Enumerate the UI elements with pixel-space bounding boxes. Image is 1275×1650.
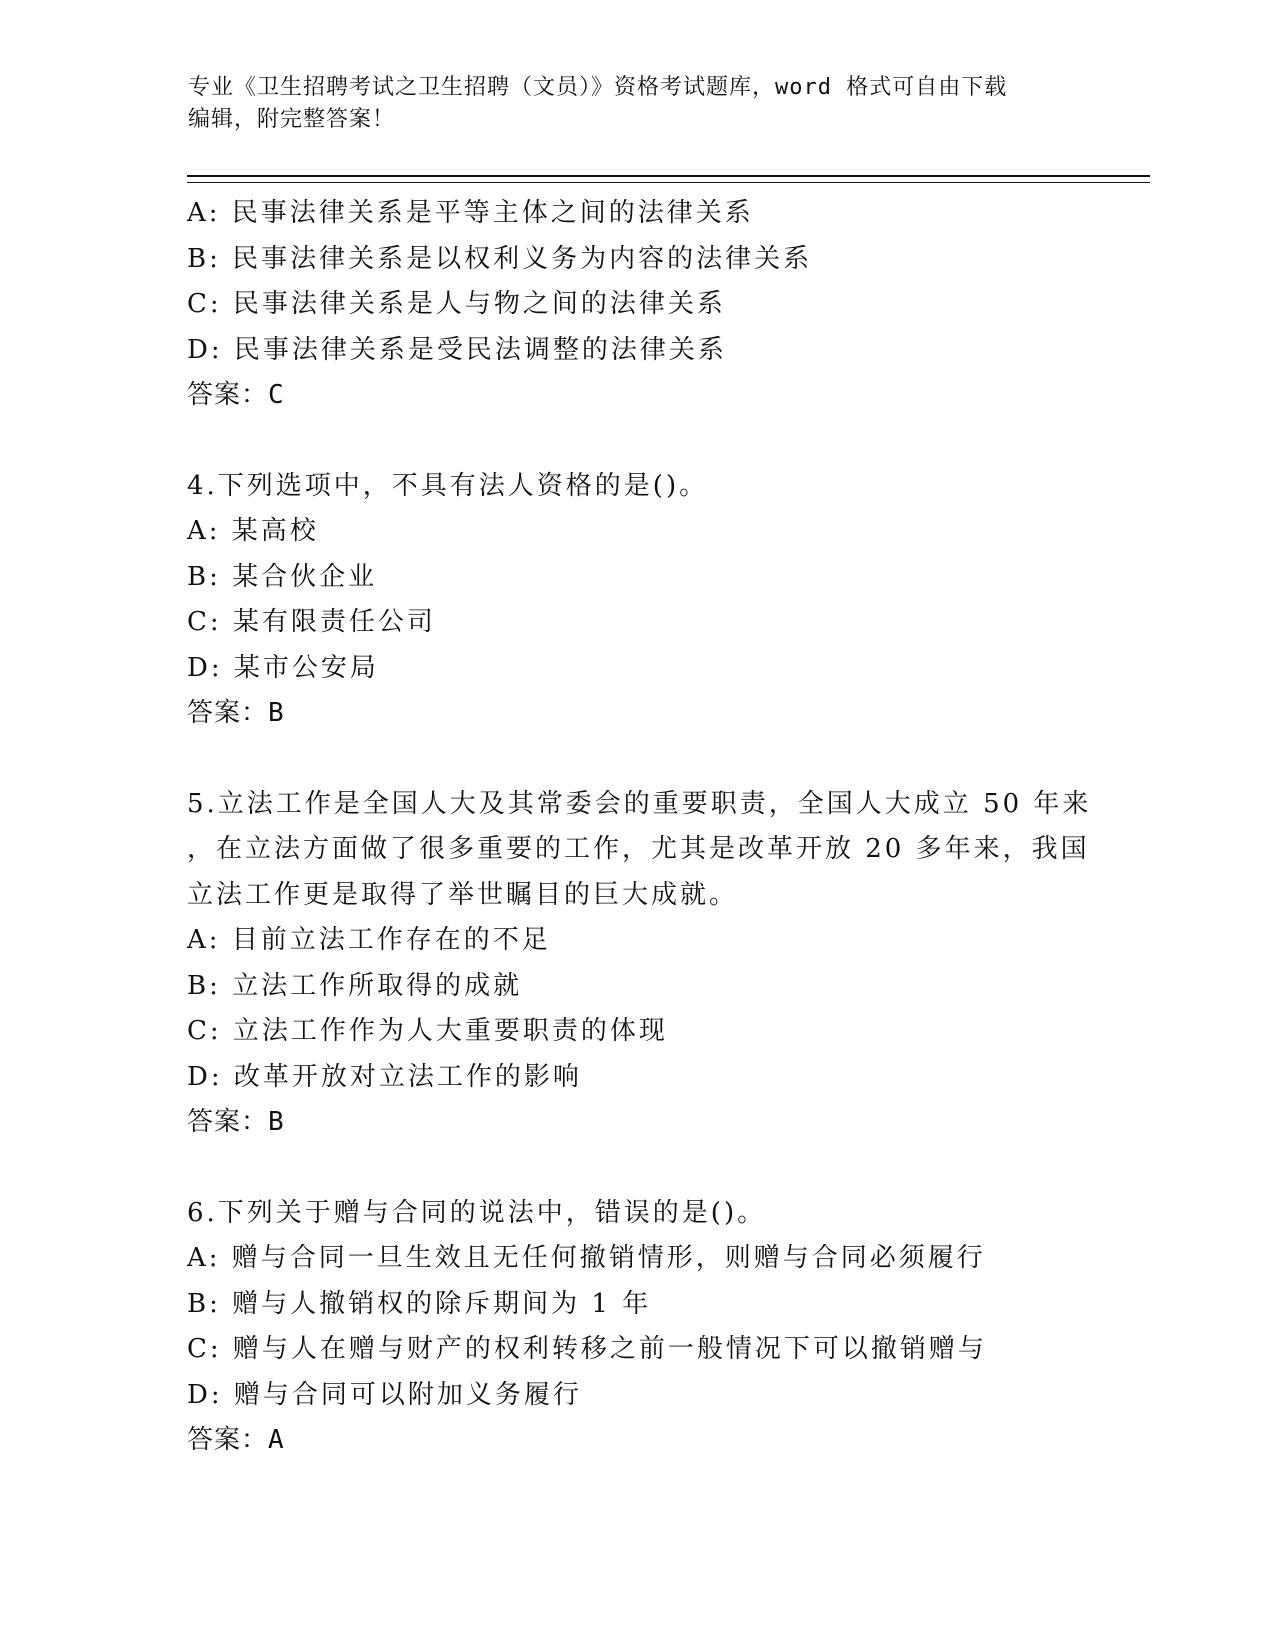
- option-b: B: 立法工作所取得的成就: [187, 970, 523, 1001]
- spacer: [187, 737, 1087, 782]
- option-d: D: 赠与合同可以附加义务履行: [187, 1379, 582, 1410]
- answer-label: 答案：: [187, 380, 269, 410]
- option-a: A: 民事法律关系是平等主体之间的法律关系: [187, 198, 754, 228]
- option-c: C: 立法工作作为人大重要职责的体现: [187, 1016, 668, 1046]
- header-rule-thick: [187, 175, 1150, 177]
- header-line-2: 编辑，附完整答案！: [188, 107, 396, 132]
- answer-line: [187, 373, 1087, 419]
- question-3: [187, 191, 1087, 419]
- answer-label: 答案：: [187, 698, 269, 728]
- option-b: B: 民事法律关系是以权利义务为内容的法律关系: [187, 243, 813, 274]
- answer-value: B: [268, 1107, 285, 1137]
- option-c: C: 赠与人在赠与财产的权利转移之前一般情况下可以撤销赠与: [187, 1334, 987, 1364]
- option-a: A: 某高校: [187, 516, 319, 546]
- option-a: A: 赠与合同一旦生效且无任何撤销情形，则赠与合同必须履行: [187, 1243, 986, 1273]
- option-d: D: 某市公安局: [187, 652, 379, 683]
- spacer: [187, 1146, 1087, 1191]
- answer-label: 答案：: [187, 1425, 269, 1455]
- answer-value: C: [268, 380, 285, 410]
- answer-line: [187, 1100, 1087, 1146]
- option-d: D: 改革开放对立法工作的影响: [187, 1061, 582, 1092]
- question-stem: 4.下列选项中，不具有法人资格的是()。: [187, 470, 709, 501]
- question-6: [187, 1191, 1087, 1464]
- question-stem-line-3: 立法工作更是取得了举世瞩目的巨大成就。: [187, 879, 739, 910]
- answer-value: A: [268, 1425, 285, 1455]
- answer-line: [187, 1418, 1087, 1464]
- header-rule-thin: [187, 182, 1150, 183]
- option-c: C: 民事法律关系是人与物之间的法律关系: [187, 289, 726, 319]
- question-stem-line-1: 5.立法工作是全国人大及其常委会的重要职责，全国人大成立 50 年来: [187, 788, 1092, 819]
- answer-label: 答案：: [187, 1107, 269, 1137]
- option-c: C: 某有限责任公司: [187, 607, 436, 637]
- option-d: D: 民事法律关系是受民法调整的法律关系: [187, 334, 727, 365]
- option-b: B: 赠与人撤销权的除斥期间为 1 年: [187, 1288, 652, 1319]
- option-a: A: 目前立法工作存在的不足: [187, 925, 551, 955]
- document-header: [188, 72, 1088, 136]
- question-stem: 6.下列关于赠与合同的说法中，错误的是()。: [187, 1197, 767, 1228]
- question-stem-line-2: ，在立法方面做了很多重要的工作，尤其是改革开放 20 多年来，我国: [187, 834, 1090, 864]
- option-b: B: 某合伙企业: [187, 561, 378, 592]
- answer-value: B: [268, 698, 285, 728]
- answer-line: [187, 691, 1087, 737]
- question-list: [187, 191, 1092, 1464]
- question-4: [187, 464, 1087, 737]
- spacer: [187, 419, 1087, 464]
- question-5: [187, 782, 1092, 1146]
- header-line-1: 专业《卫生招聘考试之卫生招聘（文员）》资格考试题库，word 格式可自由下载: [188, 75, 1008, 100]
